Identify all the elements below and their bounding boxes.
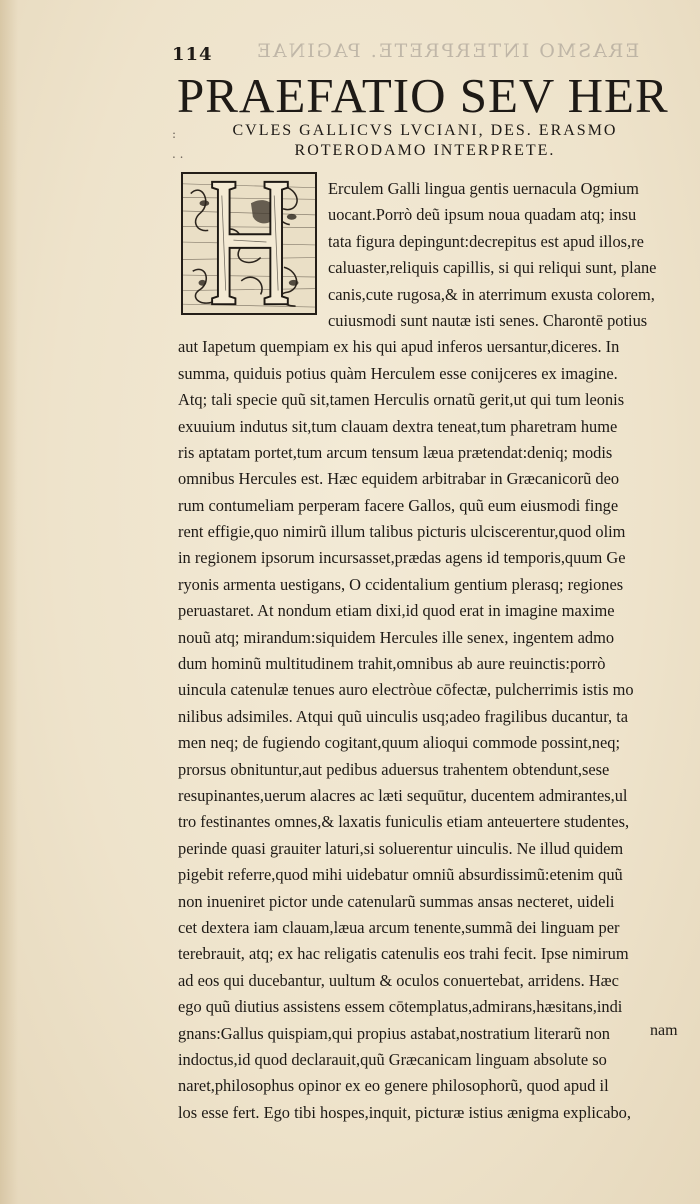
text-line: pigebit referre,quod mihi uidebatur omniũ absurdissimũ:etenim quũ xyxy=(178,865,623,885)
page-number: 114 xyxy=(172,44,213,65)
text-line: ad eos qui ducebantur, uultum & oculos conuertebat, arridens. Hæc xyxy=(178,970,619,990)
text-line: terebrauit, atq; ex hac religatis catenulis eos trahi fecit. Ipse nimirum xyxy=(178,944,629,964)
text-line: exuuium indutus sit,tum clauam dextra teneat,tum pharetram hume xyxy=(178,416,618,436)
text-line: perinde quasi grauiter laturi,si soluerentur uinculis. Ne illud quidem xyxy=(178,838,624,858)
text-line: caluaster,reliquis capillis, si qui reliqui sunt, plane xyxy=(328,258,657,278)
catchword: nam xyxy=(650,1022,678,1039)
text-line: dum hominũ multitudinem trahit,omnibus ab aure reuinctis:porrò xyxy=(178,654,606,674)
body-text xyxy=(178,176,686,1126)
text-line: nouũ atq; mirandum:siquidem Hercules ille senex, ingentem admo xyxy=(178,627,615,647)
text-line: indoctus,id quod declarauit,quũ Græcanicam linguam absolute so xyxy=(178,1049,607,1069)
text-line: in regionem ipsorum incursasset,prædas agens id temporis,quum Ge xyxy=(178,548,626,568)
text-line: uincula catenulæ tenues auro electròue cōfectæ, pulcherrimis istis mo xyxy=(178,680,634,700)
text-line: ryonis armenta uestigans, O ccidentalium gentium plerasq; regiones xyxy=(178,574,624,594)
text-line: aut Iapetum quempiam ex his qui apud inferos uersantur,diceres. In xyxy=(178,337,620,357)
margin-mark: : xyxy=(172,127,177,141)
text-line: summa, quiduis potius quàm Herculem esse conijceres ex imagine. xyxy=(178,363,618,383)
text-line: ego quũ diutius assistens essem cōtemplatus,admirans,hæsitans,indi xyxy=(178,997,623,1017)
text-line: rent effigie,quo nimirũ illum talibus picturis ulciscerentur,quod olim xyxy=(178,522,626,542)
text-line: Atq; tali specie quũ sit,tamen Herculis ornatũ gerit,ut qui tum leonis xyxy=(178,390,625,410)
text-line: canis,cute rugosa,& in aterrimum exusta colorem, xyxy=(328,284,655,304)
text-line: tata figura depingunt:decrepitus est apud illos,re xyxy=(328,231,644,251)
subtitle xyxy=(180,121,670,161)
text-line: cuiusmodi sunt nautæ isti senes. Charontē potius xyxy=(328,310,648,330)
text-line: non inueniret pictor unde catenularũ summas ansas necteret, uideli xyxy=(178,891,615,911)
subtitle-line: CVLES GALLICVS LVCIANI, DES. ERASMO xyxy=(232,122,618,139)
page-gutter-shadow xyxy=(0,0,18,1204)
text-line: naret,philosophus opinor ex eo genere philosophorũ, quod apud il xyxy=(178,1076,609,1096)
text-line: rum contumeliam perperam facere Gallos, quũ eum eiusmodi finge xyxy=(178,495,619,515)
text-line: tro festinantes omnes,& laxatis funiculis etiam anteuertere studentes, xyxy=(178,812,630,832)
text-line: omnibus Hercules est. Hæc equidem arbitrabar in Græcanicorũ deo xyxy=(178,469,620,489)
margin-mark: . . xyxy=(172,147,184,161)
text-line: cet dextera iam clauam,læua arcum tenente,summã dei linguam per xyxy=(178,917,620,937)
page-title: PRAEFATIO SEV HER xyxy=(177,68,669,123)
text-line: los esse fert. Ego tibi hospes,inquit, picturæ istius ænigma explicabo, xyxy=(178,1102,631,1122)
text-line: peruastaret. At nondum etiam dixi,id quod erat in imagine maxime xyxy=(178,601,615,621)
text-line: men neq; de fugiendo cogitant,quum alioqui commode possint,neq; xyxy=(178,733,621,753)
text-line: nilibus adsimiles. Atqui quũ uinculis usq;adeo fragilibus ducantur, ta xyxy=(178,706,629,726)
text-line: ris aptatam portet,tum arcum tensum læua prætendat:deniq; modis xyxy=(178,442,613,462)
text-line: resupinantes,uerum alacres ac læti sequūtur, ducentem admirantes,ul xyxy=(178,785,628,805)
text-line: gnans:Gallus quispiam,qui propius astabat,nostratium literarũ non xyxy=(178,1023,611,1043)
show-through-text: ERASMO INTERPRETE. PAGINAE xyxy=(255,40,640,62)
subtitle-line: ROTERODAMO INTERPRETE. xyxy=(294,142,556,159)
text-line: prorsus obnituntur,aut pedibus aduersus trahentem obtendunt,sese xyxy=(178,759,610,779)
text-line: Erculem Galli lingua gentis uernacula Ogmium xyxy=(328,179,639,198)
text-line: uocant.Porrò deũ ipsum noua quadam atq; insu xyxy=(328,205,637,225)
